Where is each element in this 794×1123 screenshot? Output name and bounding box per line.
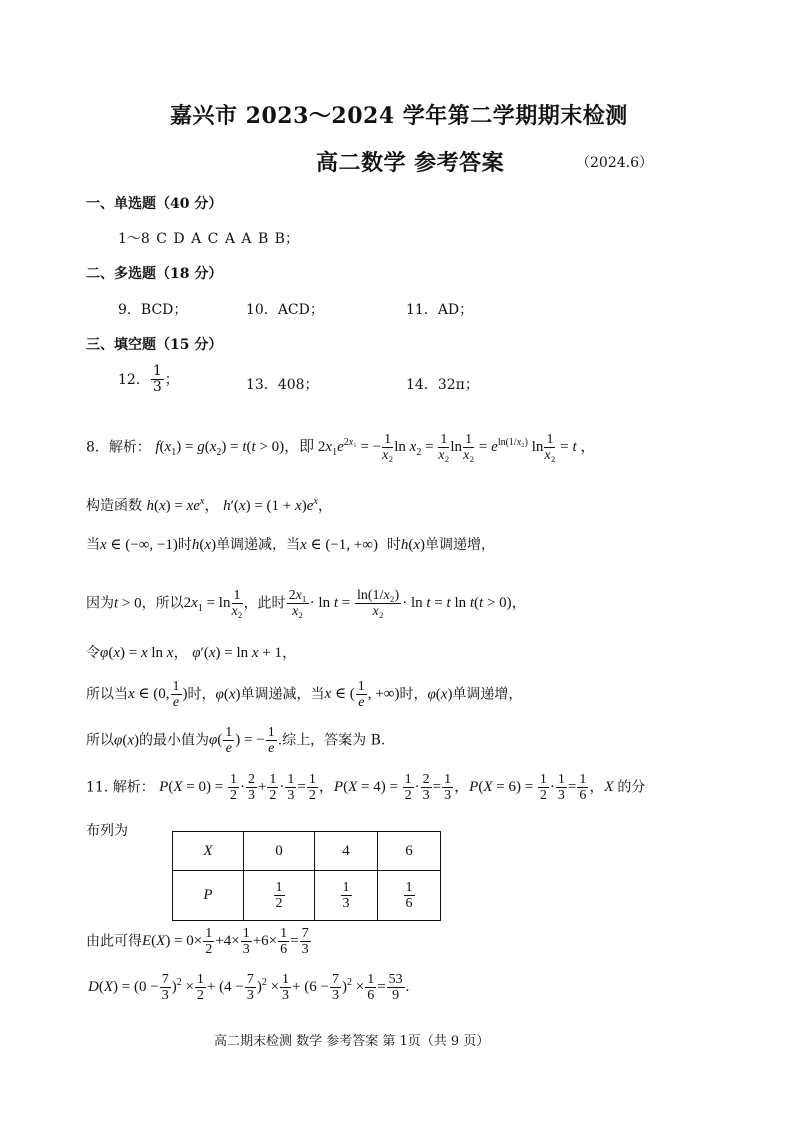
formula-2x1: $2x_1 = \ln$ $\frac{1}{\text{x₂}}$ [183,588,243,620]
section-heading-fill-blank: 三、填空题（15 分） [86,337,223,353]
formula-8-4: $\frac{\text{2x₁}}{\text{x₂}}$ · ln t = $\frac{\text{ln(1/x₂)}}{\text{x₂}}$ · ln t = t ln t(t > 0)， [288,588,527,620]
formula-phi-1: φ(x) [215,686,241,703]
answer-12-denominator: 3 [152,379,162,396]
solution-8-label: 8．解析： [86,439,151,456]
answer-12-numerator: 1 [152,363,162,379]
distribution-table [172,831,441,921]
solution-8-line-3 [86,534,495,554]
text-increasing-1: 单调递增， [425,537,496,553]
text-decreasing-2: 单调递减，当 [240,686,325,703]
formula-interval-2: x ∈ (−1, +∞) [300,537,378,553]
answer-12 [118,364,179,396]
formula-variance: D(X) = (0 − $\frac{7}{3}$ )$^2$ × $\frac{1}{2}$ + (4 − $\frac{7}{3}$ )$^2$ × $\frac{1}{3}$ + (6 − $\frac{7}{3}$ )$^2$ × $\frac{1}{6}$ = $\frac{53}{9}$ . [88,972,410,1004]
formula-expectation: E(X) = 0× $\frac{1}{2}$ +4× $\frac{1}{3}$ +6× $\frac{1}{6}$ = $\frac{7}{3}$ [142,926,309,958]
solution-8-line-5 [86,641,297,662]
variance-line [88,972,409,1004]
answer-9: 9．BCD； [118,302,188,318]
text-so-when: 所以当 [86,686,128,703]
solution-8-line-7 [86,725,385,757]
solution-8-line-2 [86,494,333,515]
solution-8-line-4 [86,588,527,620]
formula-phi: φ(x) = x ln x， φ′(x) = ln x + 1， [100,645,298,661]
solution-8-construct-text: 构造函数 [86,498,142,514]
text-increasing-2: 单调递增， [452,686,523,703]
answer-13: 13．408； [246,377,319,393]
formula-t-positive: t > 0 [114,595,142,612]
text-so: ，所以 [141,595,184,612]
answer-14: 14．32π； [406,377,479,393]
text-when-1: 当 [86,537,100,553]
solution-11-label: 11. 解析： [86,779,155,796]
text-let: 令 [86,645,100,661]
table-cell-p-header: P [173,871,244,921]
table-cell-p-4: $\frac{1}{3}$ [315,871,378,921]
text-shi-1: 时 [177,537,192,553]
table-cell-x-header: X [173,832,244,871]
table-cell-x-4: 4 [315,832,378,871]
page-footer: 高二期末检测 数学 参考答案 第 1页（共 9 页） [214,1034,490,1049]
solution-8-line-6 [86,679,522,711]
text-distribution-2: 布列为 [86,823,128,839]
page-title: 嘉兴市 2023～2024 学年第二学期期末检测 [170,103,628,129]
answer-12-end: ； [164,371,179,388]
text-distribution-1: 的分 [617,779,646,796]
formula-interval-4: x ∈ ( $\frac{1}{e}$ , +∞) [324,679,400,711]
table-cell-x-6: 6 [378,832,441,871]
answer-12-label: 12． [118,371,150,388]
solution-11-line-1 [86,772,645,804]
formula-11-1: P(X = 0) = $\frac{1}{2}$ · $\frac{2}{3}$ + $\frac{1}{2}$ · $\frac{1}{3}$ = $\frac{1}{2}$ ，P(X = 4) = $\frac{1}{2}$ · $\frac{2}{3}$ = $\frac{1}{3}$ ，P(X = 6) = $\frac{1}{2}$ · $\frac{1}{3}$ = $\frac{1}{6}$ ，X [159,772,614,804]
section-heading-single-choice: 一、单选题（40 分） [86,196,223,212]
table-cell-p-0: $\frac{1}{2}$ [244,871,315,921]
text-shi-2: 时 [386,537,401,553]
text-thus: 由此可得 [86,933,142,950]
table-row [173,871,441,921]
formula-h-2: h(x) [400,537,426,553]
formula-phi-2: φ(x) [427,686,453,703]
text-answer-b: .综上，答案为 B. [277,732,386,749]
text-because: 因为 [86,595,114,612]
text-shi-4: 时， [399,686,428,703]
formula-interval-1: x ∈ (−∞, −1) [100,537,178,553]
formula-8-1: $f(x_1) = g(x_2) = t(t > 0)$，即 $2x_1e^{2x_1}$ = − $\frac{1}{\text{x₂}}$ $\ln x_2$ = $\frac{1}{\text{x₂}}$ ln $\frac{1}{\text{x₂}}$ = $e^{ln(1/x_2)}$ ln $\frac{1}{\text{x₂}}$ = t ， [155,432,596,464]
text-shi-3: 时， [187,686,216,703]
table-cell-x-0: 0 [244,832,315,871]
text-at-this-time: ，此时 [243,595,286,612]
solution-8-line-1 [86,432,595,464]
page-subtitle: 高二数学 参考答案 [316,150,505,176]
formula-h-1: h(x) [191,537,217,553]
text-so-2: 所以 [86,732,114,749]
formula-8-2: $h(x) = xe^x$， $h'(x) = (1 + x)e^x$， [146,496,333,514]
text-decreasing-1: 单调递减，当 [216,537,301,553]
formula-phi-3: φ(x) [114,732,139,749]
answer-11: 11．AD； [406,302,474,318]
section-heading-multi-choice: 二、多选题（18 分） [86,266,223,282]
table-row [173,832,441,871]
text-min-value: 的最小值为 [138,732,209,749]
formula-interval-3: x ∈ (0, $\frac{1}{e}$ ) [128,679,188,711]
answer-10: 10．ACD； [246,302,324,318]
expectation-line [86,926,312,958]
formula-phi-min: φ( $\frac{1}{e}$ ) = − $\frac{1}{e}$ [208,725,275,757]
single-choice-answers: 1～8 C D A C A A B B； [118,231,299,247]
exam-date: （2024.6） [576,155,653,171]
table-cell-p-6: $\frac{1}{6}$ [378,871,441,921]
